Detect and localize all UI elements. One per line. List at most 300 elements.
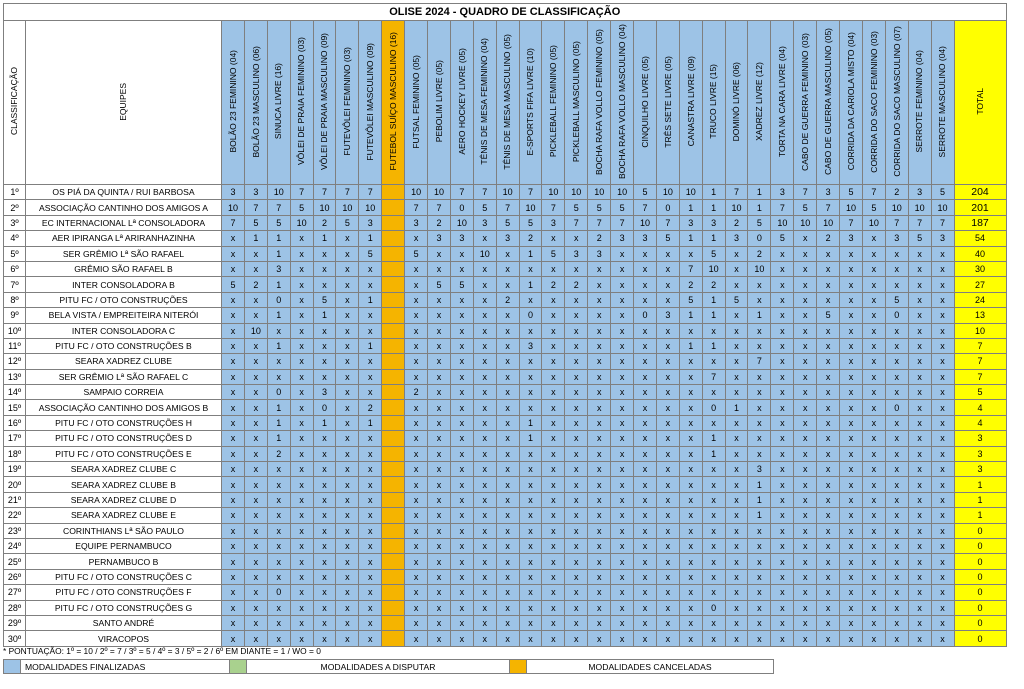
team-name-cell: SEARA XADREZ CLUBE E — [26, 508, 222, 523]
total-cell: 204 — [954, 185, 1006, 200]
score-cell: x — [496, 631, 519, 646]
score-cell: x — [473, 431, 496, 446]
score-cell: x — [519, 554, 542, 569]
score-cell: x — [702, 415, 725, 430]
score-cell: x — [428, 585, 451, 600]
score-cell: x — [336, 446, 359, 461]
score-cell — [382, 477, 405, 492]
score-cell: x — [679, 492, 702, 507]
team-name-cell: EC INTERNACIONAL Lª CONSOLADORA — [26, 215, 222, 230]
score-cell: x — [428, 354, 451, 369]
score-cell — [382, 431, 405, 446]
score-cell: x — [565, 385, 588, 400]
score-cell: x — [267, 569, 290, 584]
score-cell: x — [748, 585, 771, 600]
score-cell: x — [702, 354, 725, 369]
score-cell: x — [862, 508, 885, 523]
score-cell: x — [611, 431, 634, 446]
score-cell: x — [656, 400, 679, 415]
score-cell: x — [656, 508, 679, 523]
score-cell: 7 — [588, 215, 611, 230]
score-cell: x — [222, 415, 245, 430]
team-name-cell: OS PIÁ DA QUINTA / RUI BARBOSA — [26, 185, 222, 200]
position-cell: 6º — [4, 261, 26, 276]
score-cell: x — [931, 446, 954, 461]
score-cell: 5 — [222, 277, 245, 292]
score-cell: x — [542, 415, 565, 430]
score-cell: x — [405, 369, 428, 384]
score-cell: x — [862, 600, 885, 615]
score-cell: 10 — [473, 246, 496, 261]
total-cell: 3 — [954, 462, 1006, 477]
score-cell: x — [496, 569, 519, 584]
score-cell: x — [908, 415, 931, 430]
score-cell: x — [840, 615, 863, 630]
score-cell: 3 — [725, 231, 748, 246]
score-cell: x — [725, 431, 748, 446]
score-cell: x — [336, 400, 359, 415]
score-cell: x — [496, 585, 519, 600]
score-cell: x — [267, 554, 290, 569]
score-cell: x — [359, 631, 382, 646]
table-row — [4, 200, 1007, 215]
score-cell: x — [679, 246, 702, 261]
score-cell: x — [748, 554, 771, 569]
score-cell: x — [313, 369, 336, 384]
table-row — [4, 523, 1007, 538]
score-cell: 1 — [679, 338, 702, 353]
score-cell: x — [885, 508, 908, 523]
score-cell: x — [222, 385, 245, 400]
score-cell: 3 — [313, 385, 336, 400]
score-cell: x — [244, 292, 267, 307]
score-cell: x — [450, 615, 473, 630]
score-cell: x — [336, 508, 359, 523]
score-cell: x — [336, 415, 359, 430]
score-cell: x — [931, 585, 954, 600]
score-cell: x — [817, 538, 840, 553]
score-cell: x — [359, 354, 382, 369]
score-cell: x — [702, 462, 725, 477]
score-cell: x — [313, 462, 336, 477]
score-cell: x — [931, 462, 954, 477]
score-cell: x — [473, 600, 496, 615]
score-cell: x — [588, 338, 611, 353]
total-cell: 0 — [954, 600, 1006, 615]
score-cell: x — [450, 261, 473, 276]
score-cell: x — [794, 431, 817, 446]
score-cell: x — [885, 338, 908, 353]
score-cell: x — [908, 385, 931, 400]
score-cell: x — [222, 600, 245, 615]
score-cell: x — [862, 538, 885, 553]
score-cell: x — [496, 261, 519, 276]
score-cell: x — [496, 323, 519, 338]
score-cell: 10 — [222, 200, 245, 215]
score-cell: x — [862, 308, 885, 323]
score-cell: x — [679, 323, 702, 338]
score-cell: x — [290, 354, 313, 369]
score-cell: x — [634, 477, 657, 492]
score-cell: x — [885, 554, 908, 569]
score-cell: 10 — [405, 185, 428, 200]
score-cell: x — [244, 569, 267, 584]
score-cell: x — [336, 308, 359, 323]
score-cell: 7 — [908, 215, 931, 230]
team-name-cell: INTER CONSOLADORA B — [26, 277, 222, 292]
score-cell: x — [748, 277, 771, 292]
score-cell: x — [222, 508, 245, 523]
score-cell: x — [748, 338, 771, 353]
total-cell: 3 — [954, 431, 1006, 446]
score-cell: 10 — [725, 200, 748, 215]
table-row — [4, 631, 1007, 646]
score-cell: 7 — [862, 185, 885, 200]
score-cell: x — [611, 246, 634, 261]
score-cell: x — [725, 554, 748, 569]
score-cell: x — [908, 400, 931, 415]
score-cell: x — [565, 446, 588, 461]
score-cell: x — [611, 415, 634, 430]
total-cell: 30 — [954, 261, 1006, 276]
score-cell: x — [771, 308, 794, 323]
score-cell: x — [542, 369, 565, 384]
total-cell: 201 — [954, 200, 1006, 215]
score-cell: x — [862, 523, 885, 538]
score-cell: x — [771, 354, 794, 369]
score-cell: x — [405, 462, 428, 477]
score-cell: x — [428, 554, 451, 569]
score-cell: 5 — [542, 246, 565, 261]
score-cell: x — [794, 462, 817, 477]
team-name-cell: PITU FC / OTO CONSTRUÇÕES F — [26, 585, 222, 600]
score-cell: 3 — [656, 308, 679, 323]
score-cell: 5 — [931, 185, 954, 200]
score-cell: 3 — [405, 215, 428, 230]
team-name-cell: PITU FC / OTO CONSTRUÇÕES E — [26, 446, 222, 461]
team-name-cell: PERNAMBUCO B — [26, 554, 222, 569]
score-cell: x — [656, 385, 679, 400]
score-cell: x — [794, 323, 817, 338]
score-cell: x — [656, 323, 679, 338]
score-cell: x — [496, 615, 519, 630]
score-cell: x — [359, 369, 382, 384]
score-cell — [382, 338, 405, 353]
score-cell: x — [794, 415, 817, 430]
standings-sheet — [3, 3, 1007, 647]
score-cell: x — [725, 277, 748, 292]
score-cell: x — [267, 323, 290, 338]
position-cell: 16º — [4, 415, 26, 430]
column-header-29: CORRIDA DO SACO FEMININO (03) — [862, 21, 885, 185]
score-cell: 5 — [611, 200, 634, 215]
score-cell: x — [588, 554, 611, 569]
score-cell: x — [244, 508, 267, 523]
score-cell: 0 — [267, 385, 290, 400]
score-cell: x — [611, 523, 634, 538]
score-cell: x — [840, 369, 863, 384]
score-cell: x — [450, 585, 473, 600]
score-cell: x — [885, 369, 908, 384]
score-cell: x — [244, 369, 267, 384]
score-cell: x — [496, 477, 519, 492]
score-cell: x — [473, 631, 496, 646]
score-cell: x — [702, 477, 725, 492]
score-cell: x — [405, 415, 428, 430]
score-cell: x — [359, 308, 382, 323]
score-cell: 0 — [885, 308, 908, 323]
score-cell: x — [748, 600, 771, 615]
total-cell: 0 — [954, 554, 1006, 569]
score-cell: 7 — [428, 200, 451, 215]
score-cell — [382, 462, 405, 477]
teams-header: EQUIPES — [26, 21, 222, 185]
score-cell: x — [908, 492, 931, 507]
team-name-cell: EQUIPE PERNAMBUCO — [26, 538, 222, 553]
score-cell: x — [611, 292, 634, 307]
score-cell: x — [817, 492, 840, 507]
score-cell: x — [885, 492, 908, 507]
score-cell: x — [611, 277, 634, 292]
score-cell: x — [359, 492, 382, 507]
score-cell: x — [542, 261, 565, 276]
score-cell: 3 — [748, 462, 771, 477]
score-cell: x — [817, 615, 840, 630]
score-cell: 3 — [496, 231, 519, 246]
score-cell: x — [290, 462, 313, 477]
score-cell: x — [840, 508, 863, 523]
score-cell: x — [359, 446, 382, 461]
score-cell: x — [862, 477, 885, 492]
score-cell — [382, 308, 405, 323]
score-cell: x — [473, 523, 496, 538]
score-cell: 2 — [679, 277, 702, 292]
score-cell: x — [244, 538, 267, 553]
score-cell: x — [565, 538, 588, 553]
score-cell: x — [290, 523, 313, 538]
score-cell: x — [588, 277, 611, 292]
score-cell: x — [313, 585, 336, 600]
score-cell: x — [725, 323, 748, 338]
score-cell: x — [405, 569, 428, 584]
score-cell: x — [588, 446, 611, 461]
score-cell: x — [771, 492, 794, 507]
score-cell: x — [817, 631, 840, 646]
score-cell: x — [840, 338, 863, 353]
score-cell: x — [588, 538, 611, 553]
position-cell: 13º — [4, 369, 26, 384]
score-cell: x — [496, 462, 519, 477]
score-cell: x — [817, 277, 840, 292]
score-cell: x — [862, 354, 885, 369]
score-cell: x — [817, 261, 840, 276]
team-name-cell: PITU FC / OTO CONSTRUÇÕES B — [26, 338, 222, 353]
score-cell — [382, 523, 405, 538]
standings-table — [3, 3, 1007, 647]
score-cell: 10 — [634, 215, 657, 230]
score-cell: x — [244, 308, 267, 323]
score-cell — [382, 615, 405, 630]
score-cell: 5 — [702, 246, 725, 261]
score-cell: x — [794, 631, 817, 646]
score-cell: x — [931, 246, 954, 261]
score-cell: x — [679, 354, 702, 369]
score-cell: x — [794, 492, 817, 507]
score-cell: x — [611, 308, 634, 323]
score-cell: x — [244, 415, 267, 430]
score-cell: x — [519, 492, 542, 507]
score-cell: x — [748, 415, 771, 430]
team-name-cell: VIRACOPOS — [26, 631, 222, 646]
score-cell: x — [771, 338, 794, 353]
score-cell: x — [290, 292, 313, 307]
score-cell: x — [313, 492, 336, 507]
team-name-cell: SEARA XADREZ CLUBE C — [26, 462, 222, 477]
score-cell: x — [634, 569, 657, 584]
score-cell: x — [817, 477, 840, 492]
score-cell: x — [450, 523, 473, 538]
score-cell: x — [405, 446, 428, 461]
score-cell: x — [862, 569, 885, 584]
score-cell: x — [748, 569, 771, 584]
score-cell: x — [222, 554, 245, 569]
team-name-cell: PITU FC / OTO CONSTRUÇÕES G — [26, 600, 222, 615]
score-cell: 1 — [267, 246, 290, 261]
score-cell: x — [771, 615, 794, 630]
score-cell: x — [542, 231, 565, 246]
score-cell: x — [565, 415, 588, 430]
score-cell: x — [840, 415, 863, 430]
score-cell: x — [588, 385, 611, 400]
score-cell: x — [519, 615, 542, 630]
legend-swatch-finalized — [4, 660, 21, 674]
score-cell: x — [267, 462, 290, 477]
score-cell: x — [588, 369, 611, 384]
score-cell: x — [725, 308, 748, 323]
score-cell: x — [405, 554, 428, 569]
score-cell: x — [794, 400, 817, 415]
score-cell: x — [519, 569, 542, 584]
score-cell: x — [405, 400, 428, 415]
score-cell: 7 — [702, 369, 725, 384]
score-cell: x — [862, 231, 885, 246]
score-cell: x — [290, 415, 313, 430]
score-cell: x — [496, 415, 519, 430]
score-cell: x — [542, 508, 565, 523]
column-header-17: BOCHA RAFA VOLLO FEMININO (05) — [588, 21, 611, 185]
score-cell: x — [405, 323, 428, 338]
score-cell: x — [817, 292, 840, 307]
position-cell: 11º — [4, 338, 26, 353]
score-cell: x — [656, 431, 679, 446]
score-cell: x — [679, 538, 702, 553]
score-cell: x — [222, 400, 245, 415]
score-cell: x — [931, 508, 954, 523]
score-cell: x — [931, 492, 954, 507]
score-cell: 2 — [748, 246, 771, 261]
score-cell: x — [222, 431, 245, 446]
score-cell: x — [222, 231, 245, 246]
score-cell: x — [862, 446, 885, 461]
score-cell: x — [313, 554, 336, 569]
score-cell: 10 — [794, 215, 817, 230]
score-cell: x — [908, 631, 931, 646]
score-cell: x — [862, 431, 885, 446]
score-cell: x — [794, 569, 817, 584]
score-cell: x — [222, 631, 245, 646]
team-name-cell: AER IPIRANGA Lª ARIRANHAZINHA — [26, 231, 222, 246]
score-cell: x — [428, 631, 451, 646]
score-cell: x — [222, 354, 245, 369]
table-row — [4, 400, 1007, 415]
score-cell: 2 — [565, 277, 588, 292]
score-cell: 2 — [542, 277, 565, 292]
score-cell: x — [771, 523, 794, 538]
table-row — [4, 446, 1007, 461]
score-cell: x — [771, 385, 794, 400]
team-name-cell: PITU FC / OTO CONSTRUÇÕES — [26, 292, 222, 307]
score-cell — [382, 569, 405, 584]
score-cell: 7 — [359, 185, 382, 200]
score-cell: x — [222, 292, 245, 307]
score-cell: x — [840, 292, 863, 307]
score-cell: 1 — [267, 431, 290, 446]
score-cell: x — [840, 538, 863, 553]
score-cell: 7 — [405, 200, 428, 215]
score-cell: x — [588, 585, 611, 600]
score-cell: x — [634, 600, 657, 615]
score-cell: x — [359, 462, 382, 477]
score-cell: x — [450, 569, 473, 584]
score-cell: 7 — [473, 185, 496, 200]
score-cell: x — [702, 631, 725, 646]
score-cell: x — [496, 338, 519, 353]
score-cell: 5 — [908, 231, 931, 246]
table-row — [4, 385, 1007, 400]
position-cell: 10º — [4, 323, 26, 338]
score-cell: 1 — [519, 415, 542, 430]
score-cell: 7 — [336, 185, 359, 200]
score-cell: x — [725, 492, 748, 507]
score-cell: x — [656, 277, 679, 292]
score-cell: x — [290, 400, 313, 415]
position-cell: 26º — [4, 569, 26, 584]
score-cell: x — [336, 246, 359, 261]
score-cell: x — [450, 508, 473, 523]
score-cell: x — [565, 261, 588, 276]
position-cell: 25º — [4, 554, 26, 569]
score-cell: x — [336, 554, 359, 569]
score-cell: x — [222, 246, 245, 261]
score-cell: x — [771, 415, 794, 430]
total-cell: 13 — [954, 308, 1006, 323]
team-name-cell: PITU FC / OTO CONSTRUÇÕES H — [26, 415, 222, 430]
score-cell: x — [679, 385, 702, 400]
score-cell: x — [519, 600, 542, 615]
table-row — [4, 338, 1007, 353]
score-cell: x — [473, 446, 496, 461]
table-row — [4, 323, 1007, 338]
score-cell: 10 — [496, 185, 519, 200]
page-title: OLISE 2024 - QUADRO DE CLASSIFICAÇÃO — [4, 4, 1007, 21]
table-row — [4, 369, 1007, 384]
score-cell: x — [588, 431, 611, 446]
score-cell: x — [496, 385, 519, 400]
table-row — [4, 554, 1007, 569]
team-name-cell: SEARA XADREZ CLUBE D — [26, 492, 222, 507]
score-cell: x — [428, 462, 451, 477]
score-cell: 5 — [885, 292, 908, 307]
